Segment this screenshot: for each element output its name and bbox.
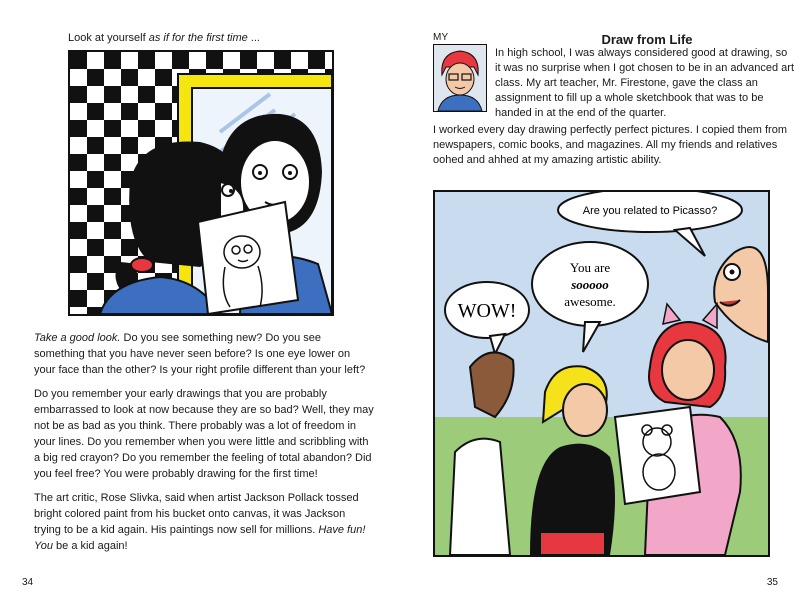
story-body-text: I worked every day drawing perfectly perfect pictures. I copied them from newspapers, comic books, and magazines. All my friends and relatives oohed and ahhed at my amazing artistic ability. <box>433 124 787 166</box>
illustration-caption: Look at yourself as if for the first time ... <box>68 32 260 44</box>
left-body-text <box>34 330 374 562</box>
mirror-illustration <box>68 50 334 316</box>
boy-shirt <box>450 439 510 555</box>
author-avatar <box>433 44 487 112</box>
mirror-scene-drawing <box>70 52 332 314</box>
author-portrait-icon <box>434 45 486 111</box>
comic-illustration <box>433 190 770 557</box>
my-story-label: MY <box>433 32 485 56</box>
page-number-right: 35 <box>766 577 778 588</box>
page-number-left: 34 <box>22 577 34 588</box>
paragraph-look: Take a good look. Do you see something new? Do you see something that you have never seen before? Is one eye lower on your face than the other? Is your right profile different than your left? <box>34 332 366 376</box>
bubble-awesome-line1: You are <box>569 260 611 275</box>
story-intro-text: In high school, I was always considered good at drawing, so it was no surprise when I got chosen to be in an advanced art class. My art teacher, Mr. Firestone, gave the class an assignment to fill up a whole sketchbook that was to be handed in at the end of the quarter. <box>495 47 795 119</box>
red-girl-face <box>662 340 714 400</box>
story-title: Draw from Life <box>601 32 693 47</box>
paragraph-pollock: The art critic, Rose Slivka, said when artist Jackson Pollack tossed bright colored paint from his bucket onto canvas, it was Jackson trying to be a kid again. His paintings now sell for millions. Have fun! You be a kid again! <box>34 492 366 552</box>
blonde-face <box>563 384 607 436</box>
red-hair-tie <box>131 258 153 272</box>
bubble-awesome-line2: sooooo <box>571 277 609 292</box>
bubble-picasso-text: Are you related to Picasso? <box>582 205 718 217</box>
bubble-awesome-line3: awesome. <box>564 294 616 309</box>
paragraph-early-drawings: Do you remember your early drawings that you are probably embarrassed to look at now because they are so bad? Well, they may not be as bad as you think. There probably was a lot of freedom in your lines. Do you remember when you were little and scribbling with a big red crayon? Do you remember the feeling of total abandon? Did you feel free? You were probably drawing for the first time! <box>34 388 374 480</box>
comic-scene-drawing <box>435 192 768 555</box>
right-page <box>400 0 800 600</box>
bubble-wow-text: WOW! <box>457 300 517 322</box>
